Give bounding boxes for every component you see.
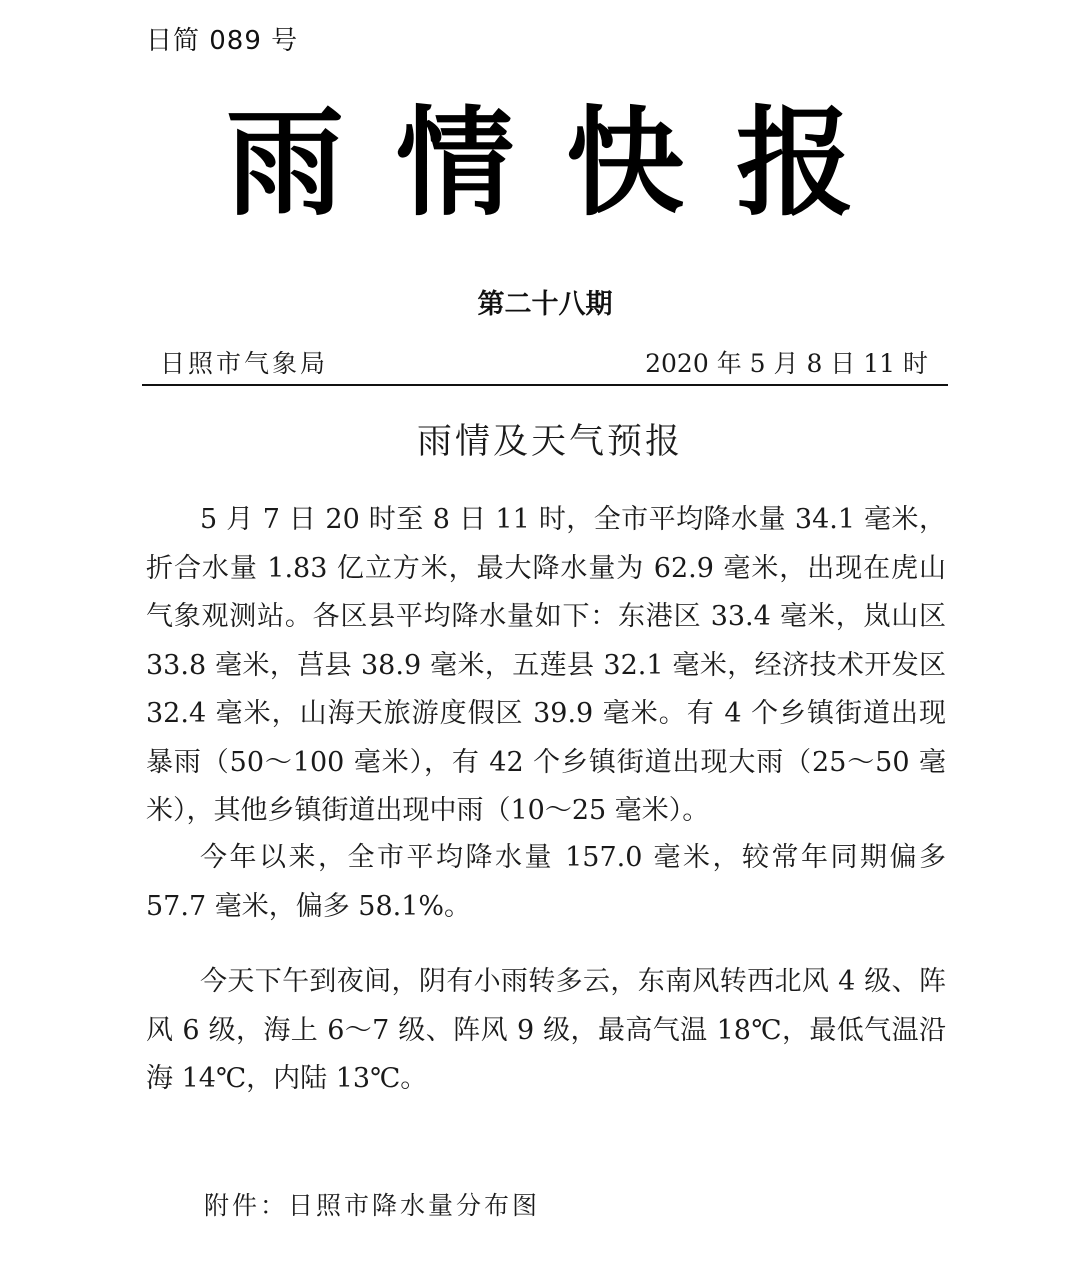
forecast-paragraph: 今天下午到夜间，阴有小雨转多云，东南风转西北风 4 级、阵风 6 级，海上 6～7 级、阵风 9 级，最高气温 18℃，最低气温沿海 14℃，内陆 13℃。 bbox=[146, 966, 946, 1094]
section-title: 雨情及天气预报 bbox=[416, 422, 683, 462]
masthead-title: 雨情快报 bbox=[225, 94, 906, 232]
rainfall-summary-paragraph: 5 月 7 日 20 时至 8 日 11 时，全市平均降水量 34.1 毫米，折合水量 1.83 亿立方米，最大降水量为 62.9 毫米，出现在虎山气象观测站。各区县平均降水量如下：东港区 33.4 毫米，岚山区 33.8 毫米，莒县 38.9 毫米，五莲县 32.1 毫米，经济技术开发区 32.4 毫米，山海天旅游度假区 39.9 毫米。有 4 个乡镇街道出现暴雨（50～100 毫米），有 42 个乡镇街道出现大雨（25～50 毫米），其他乡镇街道出现中雨（10～25 毫米）。 bbox=[146, 504, 946, 826]
annual-rainfall-paragraph: 今年以来，全市平均降水量 157.0 毫米，较常年同期偏多 57.7 毫米，偏多 58.1%。 bbox=[146, 842, 946, 922]
issuer-name: 日照市气象局 bbox=[160, 349, 329, 378]
issue-date: 2020 年 5 月 8 日 11 时 bbox=[645, 349, 928, 378]
issuer-date-row bbox=[160, 344, 928, 380]
header-divider bbox=[142, 384, 948, 386]
serial-number: 日简 089 号 bbox=[146, 26, 299, 56]
issue-number: 第二十八期 bbox=[477, 289, 613, 320]
attachment-note: 附件：日照市降水量分布图 bbox=[204, 1191, 541, 1220]
